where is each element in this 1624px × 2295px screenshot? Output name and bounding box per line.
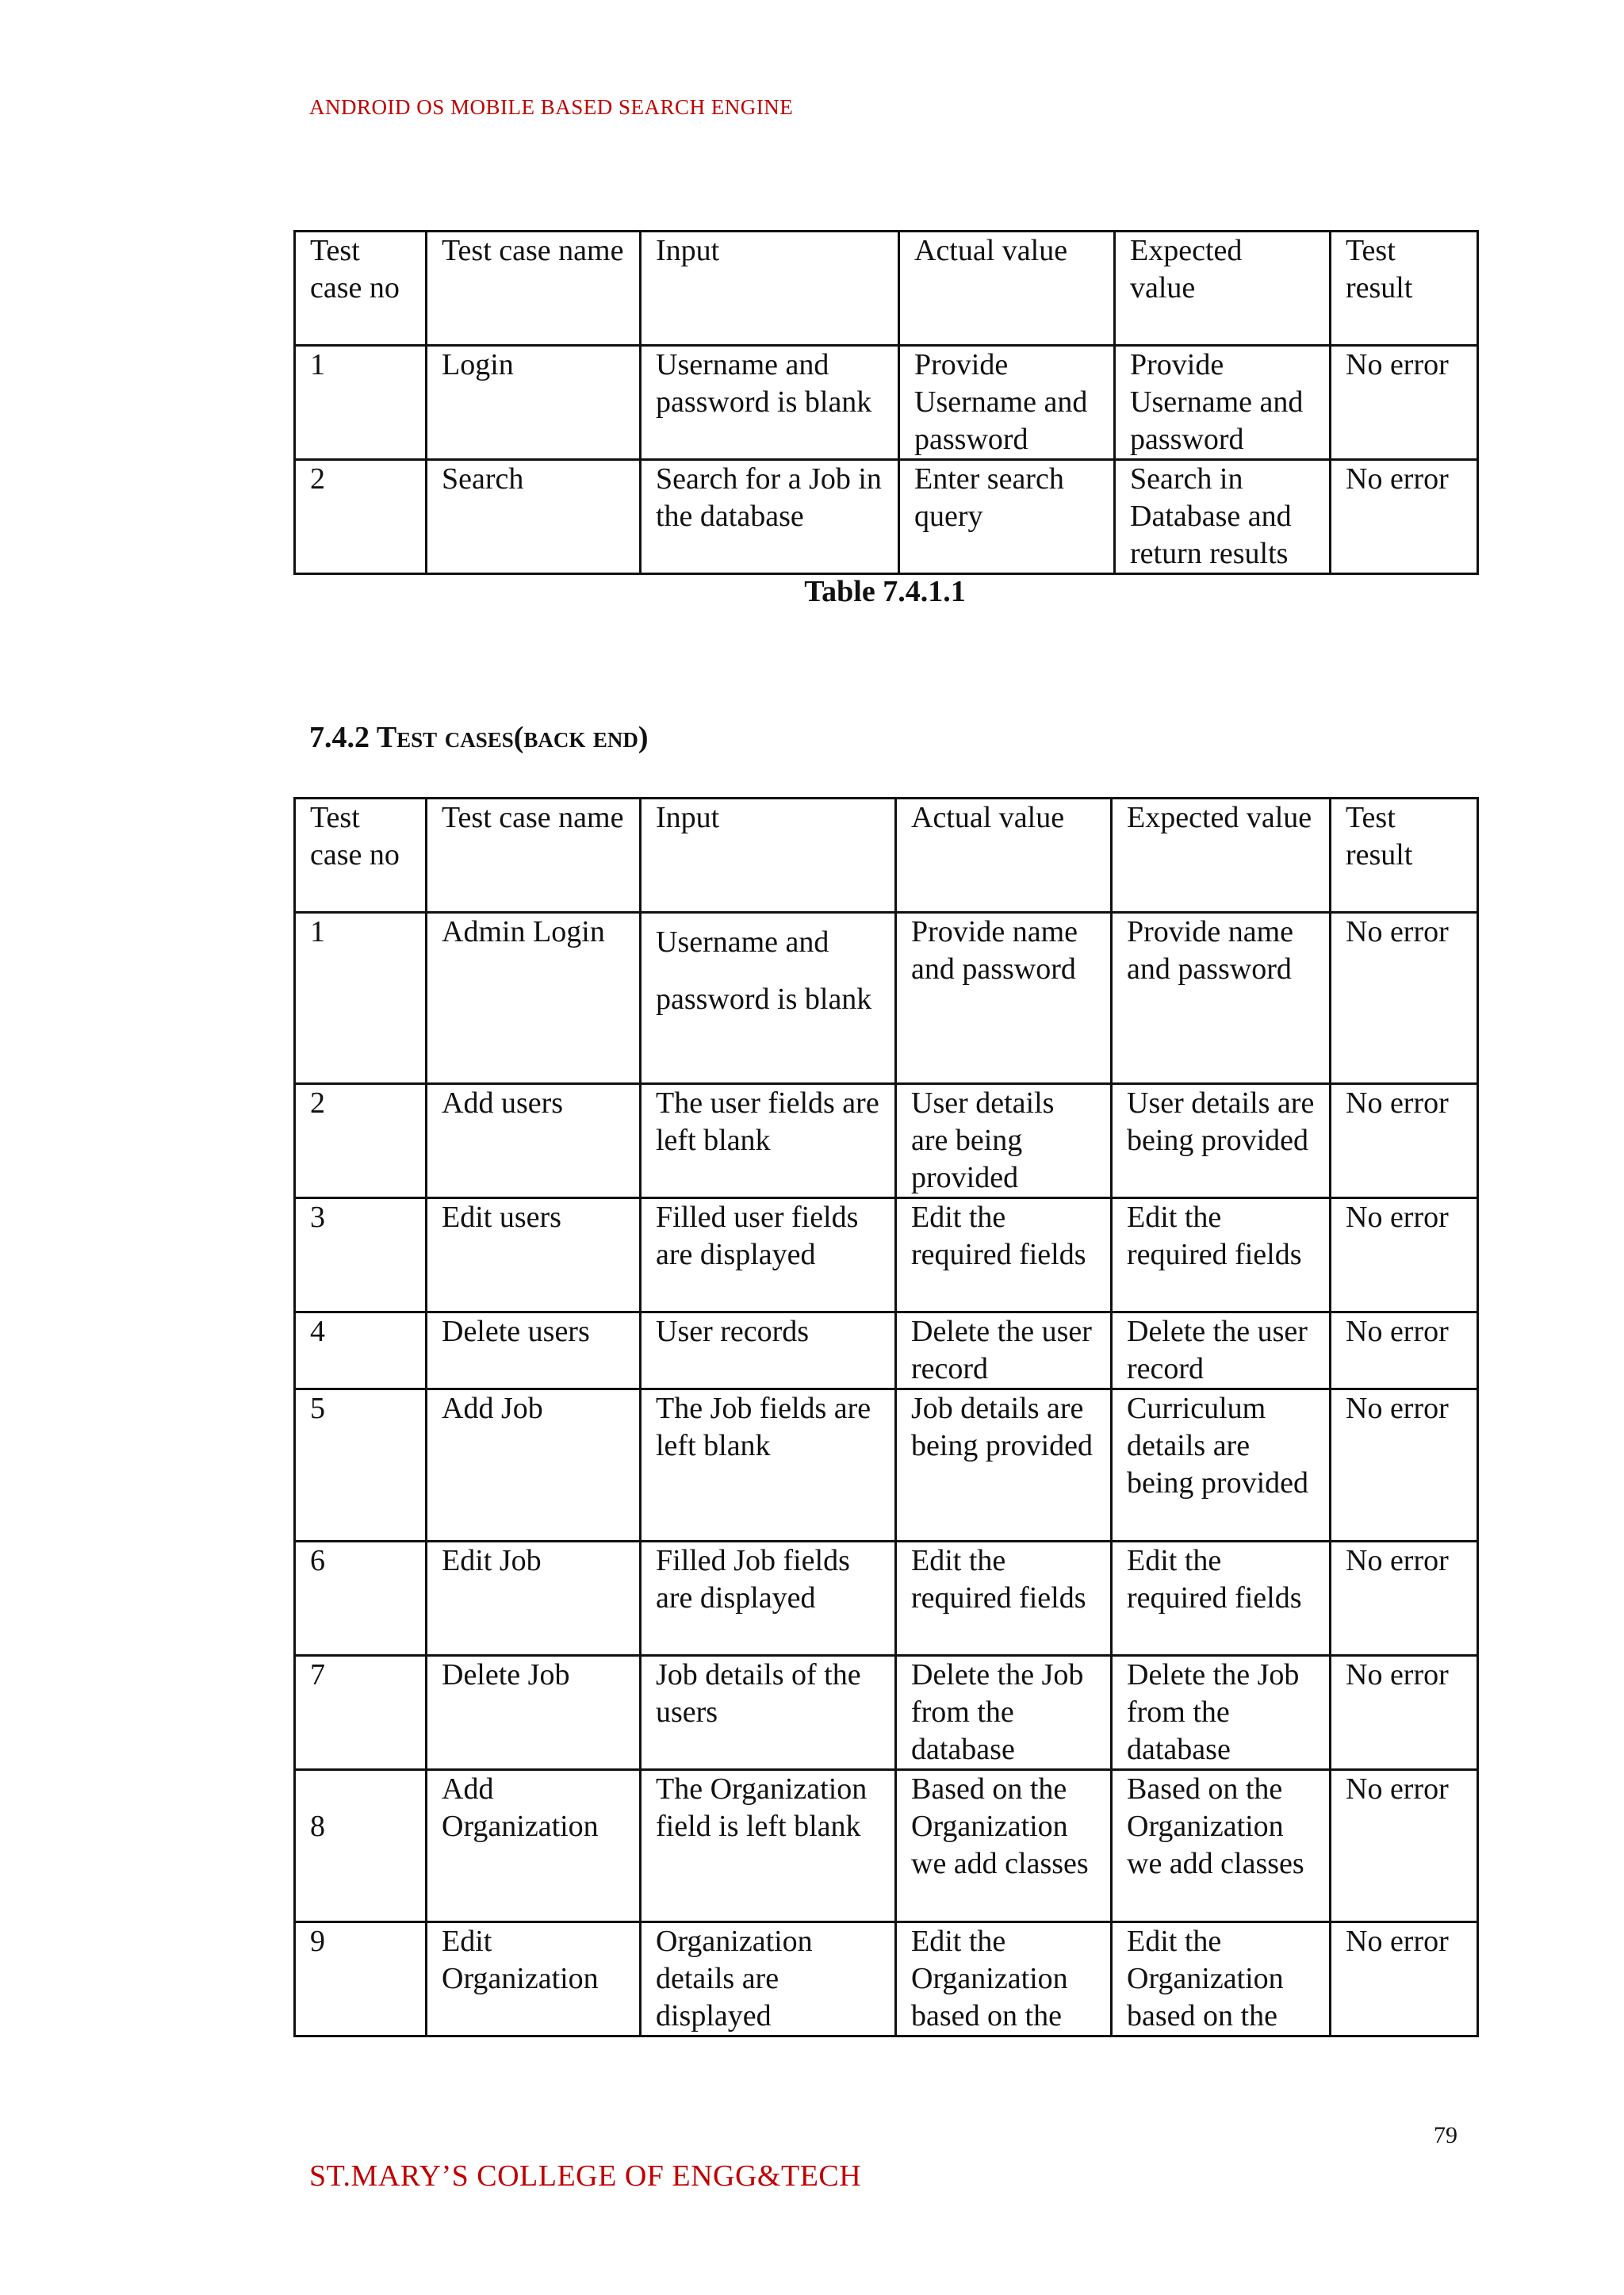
header-cell-test-result: Test result — [1331, 232, 1478, 346]
cell-actual-value: Delete the Job from the database — [896, 1656, 1112, 1770]
cell-expected-value: Curriculum details are being provided — [1112, 1389, 1331, 1542]
cell-expected-value: Search in Database and return results — [1115, 460, 1331, 574]
cell-test-case-name: Add Job — [427, 1389, 641, 1542]
table-row — [295, 1922, 1478, 2036]
cell-test-case-name: Delete Job — [427, 1656, 641, 1770]
header-cell-test-case-name: Test case name — [427, 799, 641, 913]
header-cell-test-case-no: Test case no — [295, 232, 427, 346]
header-cell-test-case-no: Test case no — [295, 799, 427, 913]
cell-input: Organization details are displayed — [641, 1922, 896, 2036]
cell-expected-value: Based on the Organization we add classes — [1112, 1770, 1331, 1922]
table-row — [295, 1198, 1478, 1312]
cell-test-case-name: Add Organization — [427, 1770, 641, 1922]
cell-test-case-no: 9 — [295, 1922, 427, 2036]
test-cases-table-1 — [293, 230, 1479, 575]
cell-expected-value: Delete the Job from the database — [1112, 1656, 1331, 1770]
cell-test-case-no: 1 — [295, 913, 427, 1084]
page-header-title: ANDROID OS MOBILE BASED SEARCH ENGINE — [309, 95, 794, 119]
test-cases-table-2 — [293, 797, 1479, 2037]
cell-test-case-no: 5 — [295, 1389, 427, 1542]
cell-expected-value: Delete the user record — [1112, 1312, 1331, 1389]
header-cell-input: Input — [641, 232, 899, 346]
cell-test-result: No error — [1331, 460, 1478, 574]
cell-test-result: No error — [1331, 913, 1478, 1084]
table-row — [295, 913, 1478, 1084]
cell-expected-value: Edit the required fields — [1112, 1542, 1331, 1656]
cell-test-case-name: Search — [427, 460, 641, 574]
cell-test-case-name: Add users — [427, 1084, 641, 1198]
cell-input: Username and password is blank — [641, 913, 896, 1084]
cell-test-case-no: 4 — [295, 1312, 427, 1389]
cell-test-result: No error — [1331, 1542, 1478, 1656]
cell-test-result: No error — [1331, 1770, 1478, 1922]
cell-actual-value: Based on the Organization we add classes — [896, 1770, 1112, 1922]
cell-test-case-no: 8 — [295, 1770, 427, 1922]
header-cell-input: Input — [641, 799, 896, 913]
cell-test-result: No error — [1331, 346, 1478, 460]
table-row — [295, 460, 1478, 574]
cell-test-case-no: 3 — [295, 1198, 427, 1312]
cell-test-result: No error — [1331, 1656, 1478, 1770]
cell-input: The Organization field is left blank — [641, 1770, 896, 1922]
cell-actual-value: Edit the required fields — [896, 1198, 1112, 1312]
cell-test-case-name: Edit Organization — [427, 1922, 641, 2036]
header-cell-test-case-name: Test case name — [427, 232, 641, 346]
cell-test-result: No error — [1331, 1389, 1478, 1542]
section-heading: 7.4.2 Test cases(back end) — [309, 721, 649, 754]
table-row — [295, 1312, 1478, 1389]
cell-expected-value: User details are being provided — [1112, 1084, 1331, 1198]
cell-test-result: No error — [1331, 1084, 1478, 1198]
cell-actual-value: Edit the required fields — [896, 1542, 1112, 1656]
cell-expected-value: Provide name and password — [1112, 913, 1331, 1084]
cell-actual-value: User details are being provided — [896, 1084, 1112, 1198]
header-cell-expected-value: Expected value — [1115, 232, 1331, 346]
cell-actual-value: Edit the Organization based on the — [896, 1922, 1112, 2036]
header-cell-actual-value: Actual value — [899, 232, 1115, 346]
cell-test-case-no: 7 — [295, 1656, 427, 1770]
header-cell-actual-value: Actual value — [896, 799, 1112, 913]
cell-test-case-name: Edit Job — [427, 1542, 641, 1656]
cell-test-result: No error — [1331, 1198, 1478, 1312]
table-caption: Table 7.4.1.1 — [804, 575, 966, 608]
cell-test-case-name: Login — [427, 346, 641, 460]
cell-test-case-name: Delete users — [427, 1312, 641, 1389]
table-row — [295, 1084, 1478, 1198]
cell-input: Search for a Job in the database — [641, 460, 899, 574]
cell-actual-value: Delete the user record — [896, 1312, 1112, 1389]
cell-test-case-no: 1 — [295, 346, 427, 460]
table-row — [295, 1770, 1478, 1922]
table-header-row — [295, 232, 1478, 346]
header-cell-expected-value: Expected value — [1112, 799, 1331, 913]
cell-actual-value: Enter search query — [899, 460, 1115, 574]
cell-test-case-name: Admin Login — [427, 913, 641, 1084]
cell-expected-value: Edit the required fields — [1112, 1198, 1331, 1312]
cell-test-case-name: Edit users — [427, 1198, 641, 1312]
header-cell-test-result: Test result — [1331, 799, 1478, 913]
table-row — [295, 346, 1478, 460]
cell-input: The user fields are left blank — [641, 1084, 896, 1198]
cell-test-case-no: 6 — [295, 1542, 427, 1656]
cell-input: Username and password is blank — [641, 346, 899, 460]
cell-input: The Job fields are left blank — [641, 1389, 896, 1542]
cell-test-case-no: 2 — [295, 1084, 427, 1198]
cell-test-result: No error — [1331, 1922, 1478, 2036]
cell-input: Job details of the users — [641, 1656, 896, 1770]
table-row — [295, 1389, 1478, 1542]
cell-expected-value: Provide Username and password — [1115, 346, 1331, 460]
cell-input: Filled user fields are displayed — [641, 1198, 896, 1312]
cell-actual-value: Provide name and password — [896, 913, 1112, 1084]
cell-test-case-no: 2 — [295, 460, 427, 574]
cell-actual-value: Job details are being provided — [896, 1389, 1112, 1542]
page-footer-college: ST.MARY’S COLLEGE OF ENGG&TECH — [309, 2159, 862, 2193]
cell-input: Filled Job fields are displayed — [641, 1542, 896, 1656]
cell-expected-value: Edit the Organization based on the — [1112, 1922, 1331, 2036]
cell-test-result: No error — [1331, 1312, 1478, 1389]
table-header-row — [295, 799, 1478, 913]
table-row — [295, 1542, 1478, 1656]
page-number: 79 — [1434, 2122, 1457, 2148]
cell-input: User records — [641, 1312, 896, 1389]
table-row — [295, 1656, 1478, 1770]
cell-actual-value: Provide Username and password — [899, 346, 1115, 460]
